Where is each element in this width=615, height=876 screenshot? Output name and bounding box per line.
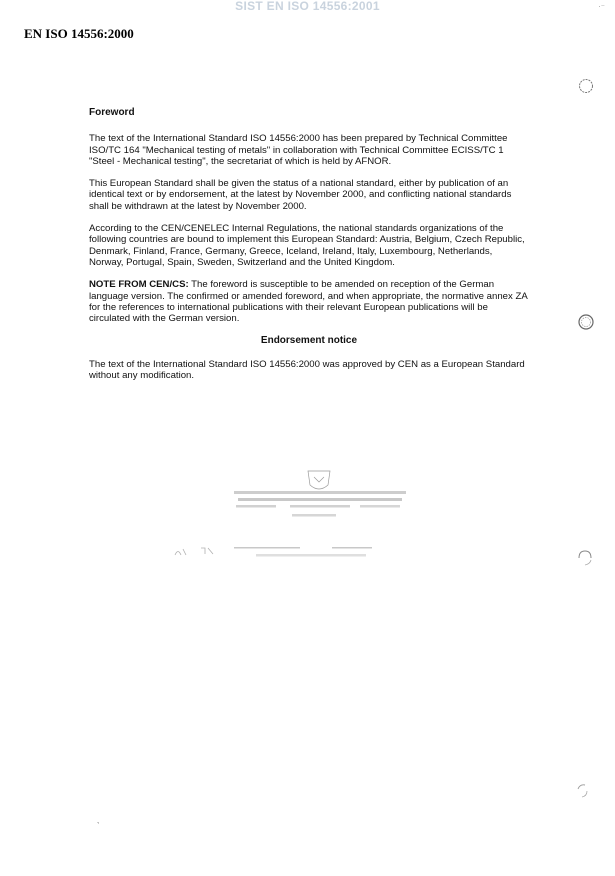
corner-mark: ·⁻ (598, 2, 605, 11)
note-label: NOTE FROM CEN/CS: (89, 279, 189, 291)
endorsement-title: Endorsement notice (260, 335, 358, 347)
foreword-paragraph-2: This European Standard shall be given the status of a national standard, either by publication of an identical text or by endorsement, at the latest by November 2000, and conflicting national standards shall be withdrawn at the latest by November 2000. (89, 178, 512, 212)
official-stamp (230, 465, 410, 570)
stamp-text-marks (234, 491, 406, 557)
document-body (89, 107, 529, 392)
stamp-crest-icon (308, 471, 330, 489)
foreword-paragraph-3: According to the CEN/CENELEC Internal Regulations, the national standards organizations of the following countries are bound to implement this European Standard: Austria, Belgium, Czech Republic, Denmark, Finland, France, Germany, Greece, Iceland, Ireland, Italy, Luxembourg, Netherlands, Norway, Portugal, Spain, Sweden, Switzerland and the United Kingdom. (89, 223, 525, 268)
foreword-paragraph-1: The text of the International Standard ISO 14556:2000 has been prepared by Technical Committee ISO/TC 164 "Mechanical testing of metals" in collaboration with Technical Committee ECISS/TC 1 "Steel - Mechanical testing", the secretariat of which is held by AFNOR. (89, 133, 508, 167)
punch-hole-icon (576, 312, 596, 332)
document-id: EN ISO 14556:2000 (24, 26, 134, 41)
punch-hole-icon (573, 781, 593, 801)
punch-hole-icon (577, 77, 595, 95)
page-speck: ˎ (97, 815, 100, 824)
note-paragraph (89, 279, 529, 324)
stamp-side-marks (172, 545, 217, 559)
watermark: SIST EN ISO 14556:2001 (235, 0, 380, 13)
note-text: The foreword is susceptible to be amended on reception of the German language version. The confirmed or amended foreword, and when appropriate, the normative annex ZA for the references to international publications with their relevant European publications will be circulated with the German version. (89, 279, 528, 325)
endorsement-text: The text of the International Standard ISO 14556:2000 was approved by CEN as a European Standard without any modification. (89, 358, 525, 382)
punch-hole-icon (575, 548, 595, 568)
foreword-title: Foreword (89, 107, 135, 118)
